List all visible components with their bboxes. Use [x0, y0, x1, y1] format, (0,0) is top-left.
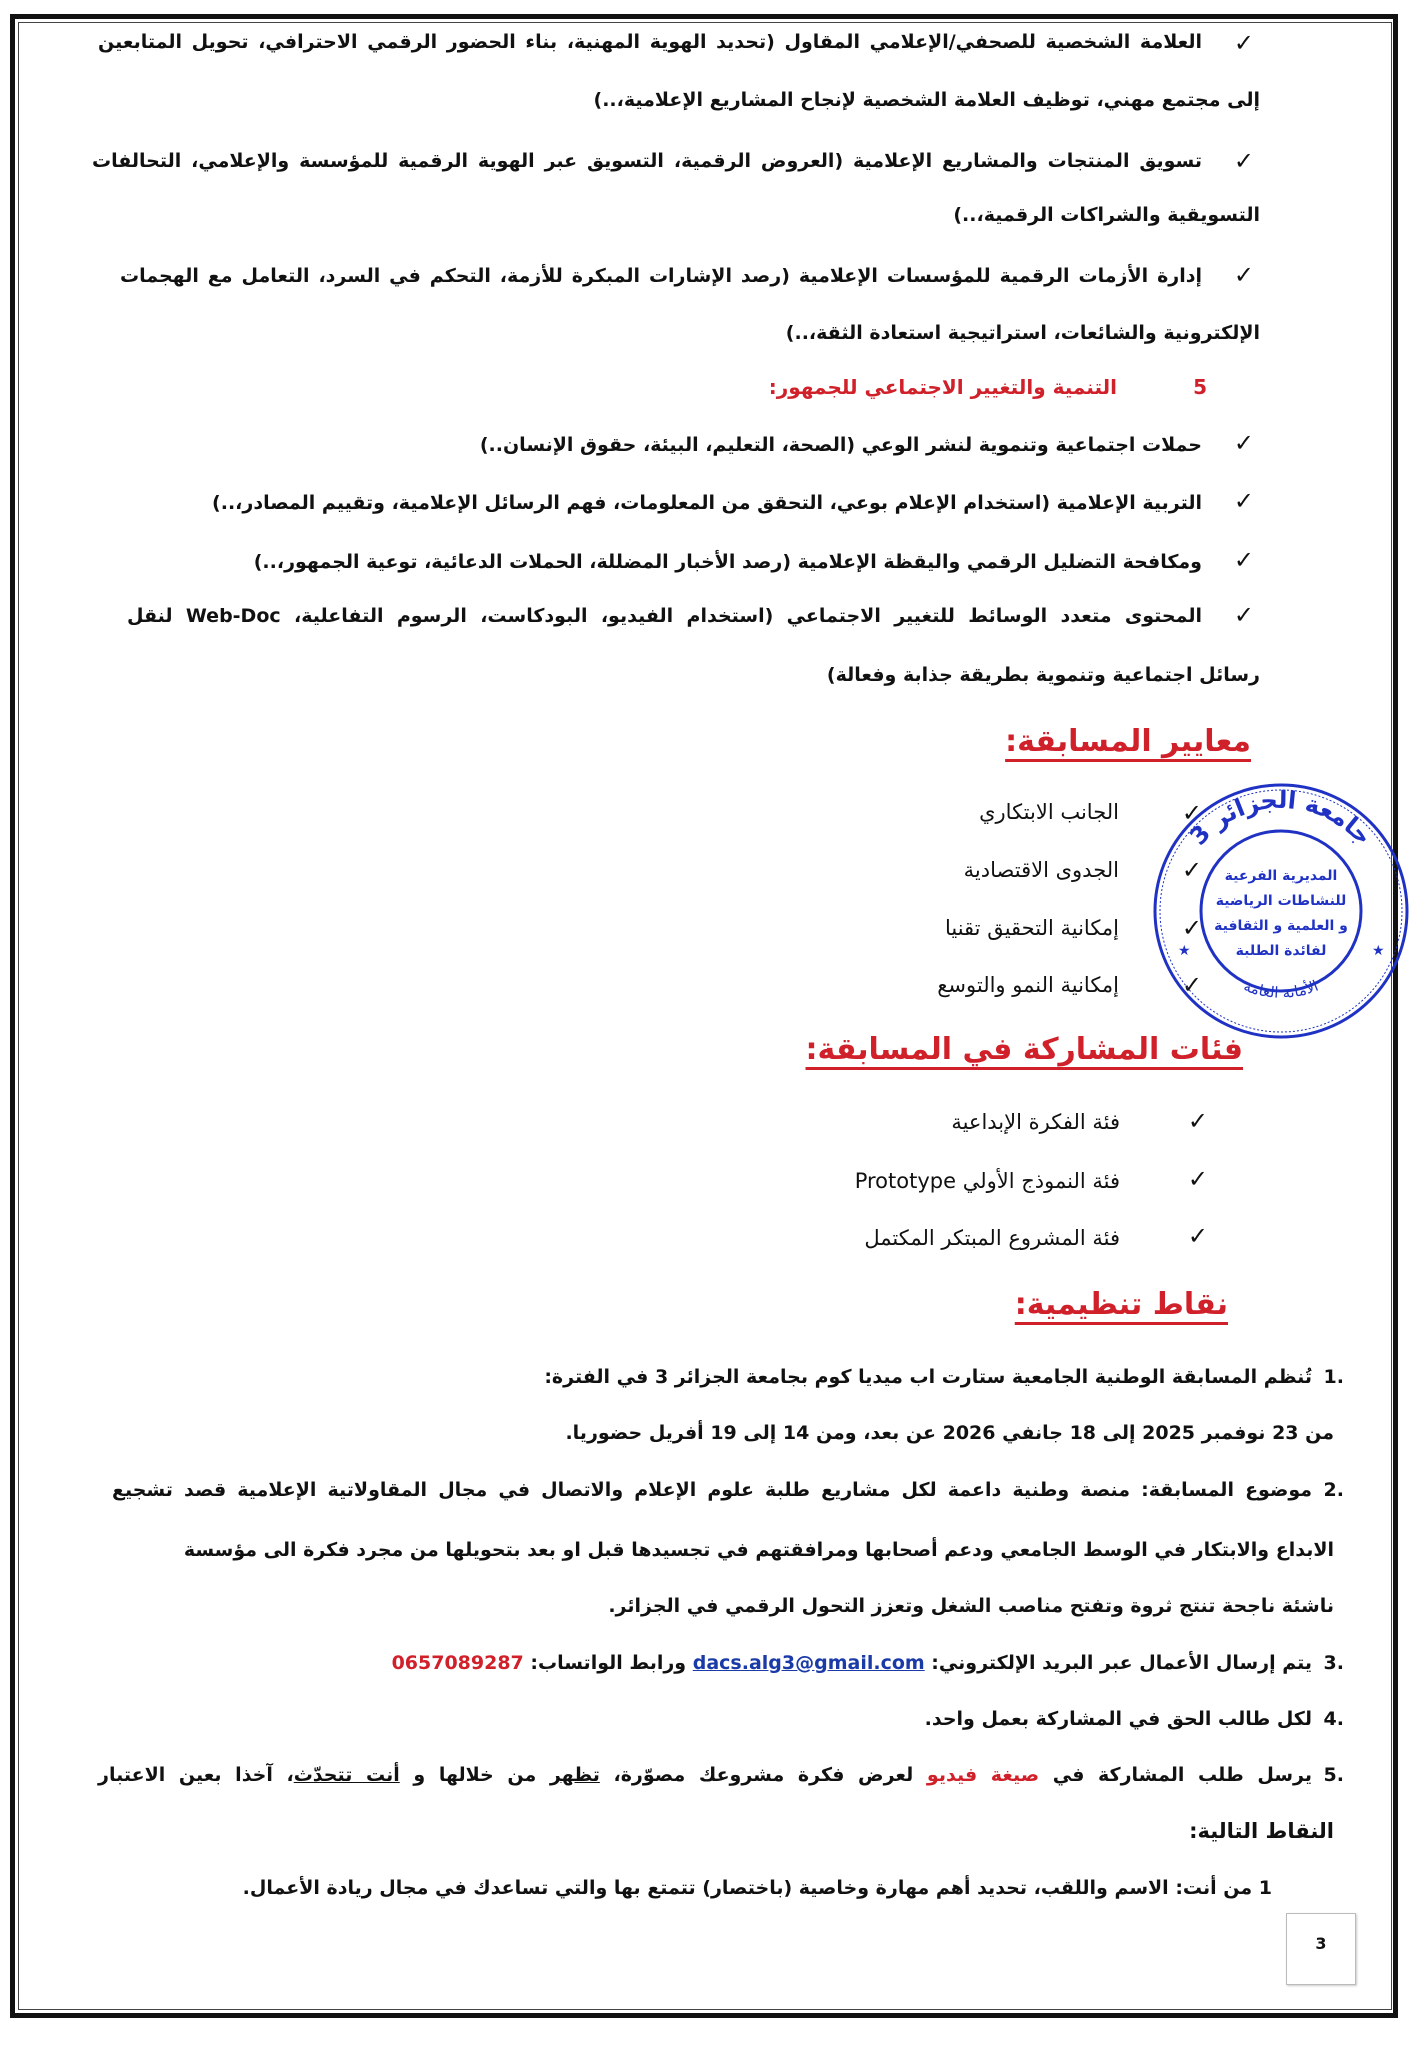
- underlined-text: تظهر: [549, 1764, 600, 1786]
- rule-line: تُنظم المسابقة الوطنية الجامعية ستارت اب ميديا كوم بجامعة الجزائر 3 في الفترة:: [544, 1366, 1312, 1388]
- check-icon: ✓: [1233, 487, 1254, 515]
- check-icon: ✓: [1181, 971, 1202, 999]
- rule-line: الابداع والابتكار في الوسط الجامعي ودعم أصحابها ومرافقتهم في تجسيدها قبل او بعد بتحويلها من مجرد فكرة الى مؤسسة: [183, 1539, 1334, 1561]
- svg-text:جامعة الجزائر 3: [1181, 785, 1378, 851]
- bullet-line: إدارة الأزمات الرقمية للمؤسسات الإعلامية (رصد الإشارات المبكرة للأزمة، التحكم في السرد، التعامل مع الهجمات: [120, 265, 1202, 287]
- rule-line: النقاط التالية:: [1189, 1819, 1334, 1843]
- star-icon: ★: [1372, 943, 1385, 959]
- bullet-line: التربية الإعلامية (استخدام الإعلام بوعي، التحقق من المعلومات، فهم الرسائل الإعلامية، وتقييم المصادر،..): [212, 492, 1202, 514]
- rule-text: ، آخذا بعين الاعتبار: [98, 1764, 294, 1786]
- rule-number: 4.: [1323, 1708, 1344, 1730]
- bullet-line: ومكافحة التضليل الرقمي واليقظة الإعلامية (رصد الأخبار المضللة، الحملات الدعائية، توعية الجمهور،..): [253, 551, 1202, 573]
- bullet-line: التسويقية والشراكات الرقمية،..): [953, 204, 1260, 226]
- check-icon: ✓: [1181, 914, 1202, 942]
- whatsapp-number[interactable]: 0657089287: [391, 1652, 524, 1674]
- section-title: التنمية والتغيير الاجتماعي للجمهور:: [768, 375, 1117, 399]
- sub-item: [243, 1873, 1272, 1903]
- rule-line: لكل طالب الحق في المشاركة بعمل واحد.: [924, 1708, 1312, 1730]
- stamp-outer-bottom: الأمانة العامة: [1241, 976, 1321, 1002]
- svg-text:الأمانة العامة: [1241, 977, 1321, 1002]
- rule-number: 2.: [1323, 1479, 1344, 1501]
- rule-number: 5.: [1323, 1764, 1344, 1786]
- stamp-inner-line: لفائدة الطلبة: [1235, 943, 1327, 959]
- check-icon: ✓: [1187, 1107, 1208, 1135]
- category-item: فئة الفكرة الإبداعية: [951, 1110, 1120, 1134]
- rule-text: يتم إرسال الأعمال عبر البريد الإلكتروني:: [924, 1652, 1312, 1674]
- rule-text: لعرض فكرة مشروعك مصوّرة،: [599, 1764, 927, 1786]
- star-icon: ★: [1178, 943, 1191, 959]
- university-stamp: [1150, 780, 1412, 1042]
- category-item: فئة النموذج الأولي Prototype: [854, 1169, 1120, 1193]
- section-number: 5: [1193, 375, 1207, 399]
- check-icon: ✓: [1233, 147, 1254, 175]
- rule-line: [392, 1648, 1312, 1678]
- check-icon: ✓: [1181, 856, 1202, 884]
- sub-item-text: الاسم واللقب، تحديد أهم مهارة وخاصية (باختصار) تتمتع بها والتي تساعدك في مجال ريادة الأعمال.: [242, 1877, 1176, 1899]
- rule-line: ناشئة ناجحة تنتج ثروة وتفتح مناصب الشغل وتعزز التحول الرقمي في الجزائر.: [608, 1595, 1334, 1617]
- rule-text: يرسل طلب المشاركة في: [1039, 1764, 1312, 1786]
- check-icon: ✓: [1233, 601, 1254, 629]
- criteria-heading: معايير المسابقة:: [1005, 724, 1251, 759]
- bullet-line: حملات اجتماعية وتنموية لنشر الوعي (الصحة، التعليم، البيئة، حقوق الإنسان..): [479, 434, 1202, 456]
- rule-line: [112, 1475, 1312, 1505]
- category-item: فئة المشروع المبتكر المكتمل: [864, 1226, 1120, 1250]
- criteria-item: الجانب الابتكاري: [979, 800, 1119, 824]
- rule-line: [98, 1760, 1312, 1790]
- bullet-line: رسائل اجتماعية وتنموية بطريقة جذابة وفعالة): [826, 664, 1260, 686]
- criteria-item: الجدوى الاقتصادية: [963, 858, 1119, 882]
- rules-heading: نقاط تنظيمية:: [1014, 1287, 1228, 1322]
- sub-item-label: 1 من أنت:: [1175, 1877, 1272, 1899]
- rule-text: منصة وطنية داعمة لكل مشاريع طلبة علوم الإعلام والاتصال في مجال المقاولاتية الإعلامية قصد تشجيع: [112, 1479, 1142, 1501]
- criteria-item: إمكانية النمو والتوسع: [937, 973, 1119, 997]
- page-number: 3: [1286, 1913, 1356, 1985]
- criteria-item: إمكانية التحقيق تقنيا: [944, 916, 1119, 940]
- rule-number: 3.: [1323, 1652, 1344, 1674]
- bullet-line: العلامة الشخصية للصحفي/الإعلامي المقاول (تحديد الهوية المهنية، بناء الحضور الرقمي الاحترافي، تحويل المتابعين: [98, 31, 1202, 53]
- bullet-line: إلى مجتمع مهني، توظيف العلامة الشخصية لإنجاح المشاريع الإعلامية،..): [593, 89, 1260, 111]
- check-icon: ✓: [1233, 546, 1254, 574]
- rule-text: ورابط الواتساب:: [523, 1652, 693, 1674]
- check-icon: ✓: [1233, 29, 1254, 57]
- categories-heading: فئات المشاركة في المسابقة:: [805, 1032, 1243, 1067]
- highlight-text: صيغة فيديو: [926, 1764, 1040, 1786]
- check-icon: ✓: [1187, 1222, 1208, 1250]
- check-icon: ✓: [1233, 261, 1254, 289]
- bullet-line: المحتوى متعدد الوسائط للتغيير الاجتماعي (استخدام الفيديو، البودكاست، الرسوم التفاعلية، Web-Doc لنقل: [127, 605, 1203, 627]
- rule-number: 1.: [1323, 1366, 1344, 1388]
- rule-label: موضوع المسابقة:: [1141, 1479, 1313, 1501]
- stamp-inner-line: للنشاطات الرياضية: [1215, 893, 1347, 909]
- rule-text: من خلالها و: [399, 1764, 550, 1786]
- stamp-inner-line: و العلمية و الثقافية: [1214, 918, 1348, 934]
- stamp-inner-line: المديرية الفرعية: [1224, 868, 1338, 884]
- underlined-text: أنت تتحدّث: [293, 1764, 400, 1786]
- email-link[interactable]: dacs.alg3@gmail.com: [692, 1652, 925, 1674]
- check-icon: ✓: [1181, 799, 1202, 827]
- check-icon: ✓: [1233, 429, 1254, 457]
- bullet-line: الإلكترونية والشائعات، استراتيجية استعادة الثقة،..): [785, 322, 1260, 344]
- bullet-line: تسويق المنتجات والمشاريع الإعلامية (العروض الرقمية، التسويق عبر الهوية الرقمية للمؤسسة والإعلامي، التحالفات: [92, 150, 1202, 172]
- stamp-outer-top: جامعة الجزائر 3: [1184, 785, 1378, 851]
- rule-line: من 23 نوفمبر 2025 إلى 18 جانفي 2026 عن بعد، ومن 14 إلى 19 أفريل حضوريا.: [565, 1422, 1334, 1444]
- check-icon: ✓: [1187, 1165, 1208, 1193]
